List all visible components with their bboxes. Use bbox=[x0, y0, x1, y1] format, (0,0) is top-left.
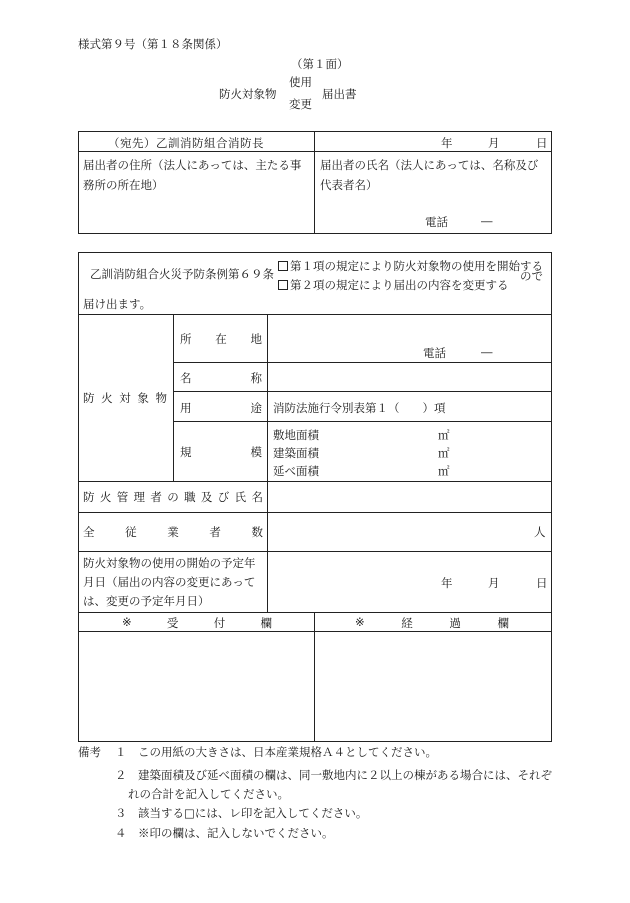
floor-area-label: 延べ面積 bbox=[273, 464, 319, 478]
manager-label: 防 火 管 理 者 の 職 及 び 氏 名 bbox=[83, 490, 263, 504]
statement-option-use[interactable]: 第１項の規定により防火対象物の使用を開始する bbox=[278, 258, 543, 274]
page-label: （第１面） bbox=[291, 57, 349, 71]
scale-label: 規 模 bbox=[180, 445, 262, 459]
employees-label: 全 従 業 者 数 bbox=[83, 525, 263, 539]
schedule-day: 日 bbox=[536, 576, 548, 590]
note-text: 建築面積及び延べ面積の欄は、同一敷地内に２以上の棟がある場合には、それぞ bbox=[138, 768, 552, 782]
schedule-year: 年 bbox=[441, 576, 453, 590]
location-phone-label: 電話 bbox=[423, 346, 446, 360]
note-number: ２ bbox=[115, 768, 127, 782]
checkbox-icon[interactable] bbox=[278, 280, 288, 290]
address-field-label: 届出者の住所（法人にあっては、主たる事務所の所在地） bbox=[83, 158, 302, 192]
schedule-month: 月 bbox=[488, 576, 500, 590]
note-number: ４ bbox=[115, 826, 127, 840]
use-value: 消防法施行令別表第１（ ）項 bbox=[273, 401, 446, 415]
title-suffix: 届出書 bbox=[322, 87, 357, 101]
reception-label: ※ 受 付 欄 bbox=[122, 615, 272, 630]
checkbox-icon[interactable] bbox=[278, 261, 288, 271]
statement-closing: 届け出ます。 bbox=[83, 297, 152, 311]
target-group-label: 防 火 対 象 物 bbox=[83, 391, 167, 405]
notifier-phone-dash: ― bbox=[481, 214, 493, 228]
name-field-label: 届出者の氏名（法人にあっては、名称及び代表者名） bbox=[320, 158, 539, 192]
title-use: 使用 bbox=[289, 75, 312, 89]
note-text: 該当する□には、レ印を記入してください。 bbox=[138, 806, 368, 820]
schedule-label: 防火対象物の使用の開始の予定年月日（届出の内容の変更にあっては、変更の予定年月日） bbox=[83, 556, 256, 608]
statement-option-change[interactable]: 第２項の規定により届出の内容を変更する bbox=[278, 277, 509, 293]
title-change: 変更 bbox=[289, 97, 312, 111]
title-main: 防火対象物 bbox=[219, 87, 277, 101]
addressee-label: （宛先）乙訓消防組合消防長 bbox=[108, 136, 264, 150]
notifier-phone-label: 電話 bbox=[425, 215, 448, 229]
site-area-label: 敷地面積 bbox=[273, 428, 319, 442]
floor-area-unit: ㎡ bbox=[438, 464, 450, 478]
building-area-unit: ㎡ bbox=[438, 446, 450, 460]
note-number: ３ bbox=[115, 806, 127, 820]
notes-heading: 備考 bbox=[78, 745, 101, 759]
site-area-unit: ㎡ bbox=[438, 428, 450, 442]
location-label: 所 在 地 bbox=[180, 332, 262, 346]
facility-name-label: 名 称 bbox=[180, 371, 262, 385]
note-text: ※印の欄は、記入しないでください。 bbox=[138, 826, 334, 840]
statement-suffix: ので bbox=[520, 269, 543, 283]
progress-label: ※ 経 過 欄 bbox=[355, 615, 509, 630]
employees-unit: 人 bbox=[534, 525, 546, 539]
form-number: 様式第９号（第１８条関係） bbox=[78, 37, 228, 51]
use-label: 用 途 bbox=[180, 401, 262, 415]
date-day: 日 bbox=[536, 136, 548, 150]
note-text: この用紙の大きさは、日本産業規格Ａ４としてください。 bbox=[138, 745, 437, 759]
note-text: れの合計を記入してください。 bbox=[128, 787, 289, 801]
date-month: 月 bbox=[488, 136, 500, 150]
statement-prefix: 乙訓消防組合火災予防条例第６９条 bbox=[90, 267, 274, 281]
location-phone-dash: ― bbox=[481, 345, 493, 359]
note-number: １ bbox=[115, 745, 127, 759]
building-area-label: 建築面積 bbox=[273, 446, 319, 460]
date-year: 年 bbox=[441, 136, 453, 150]
